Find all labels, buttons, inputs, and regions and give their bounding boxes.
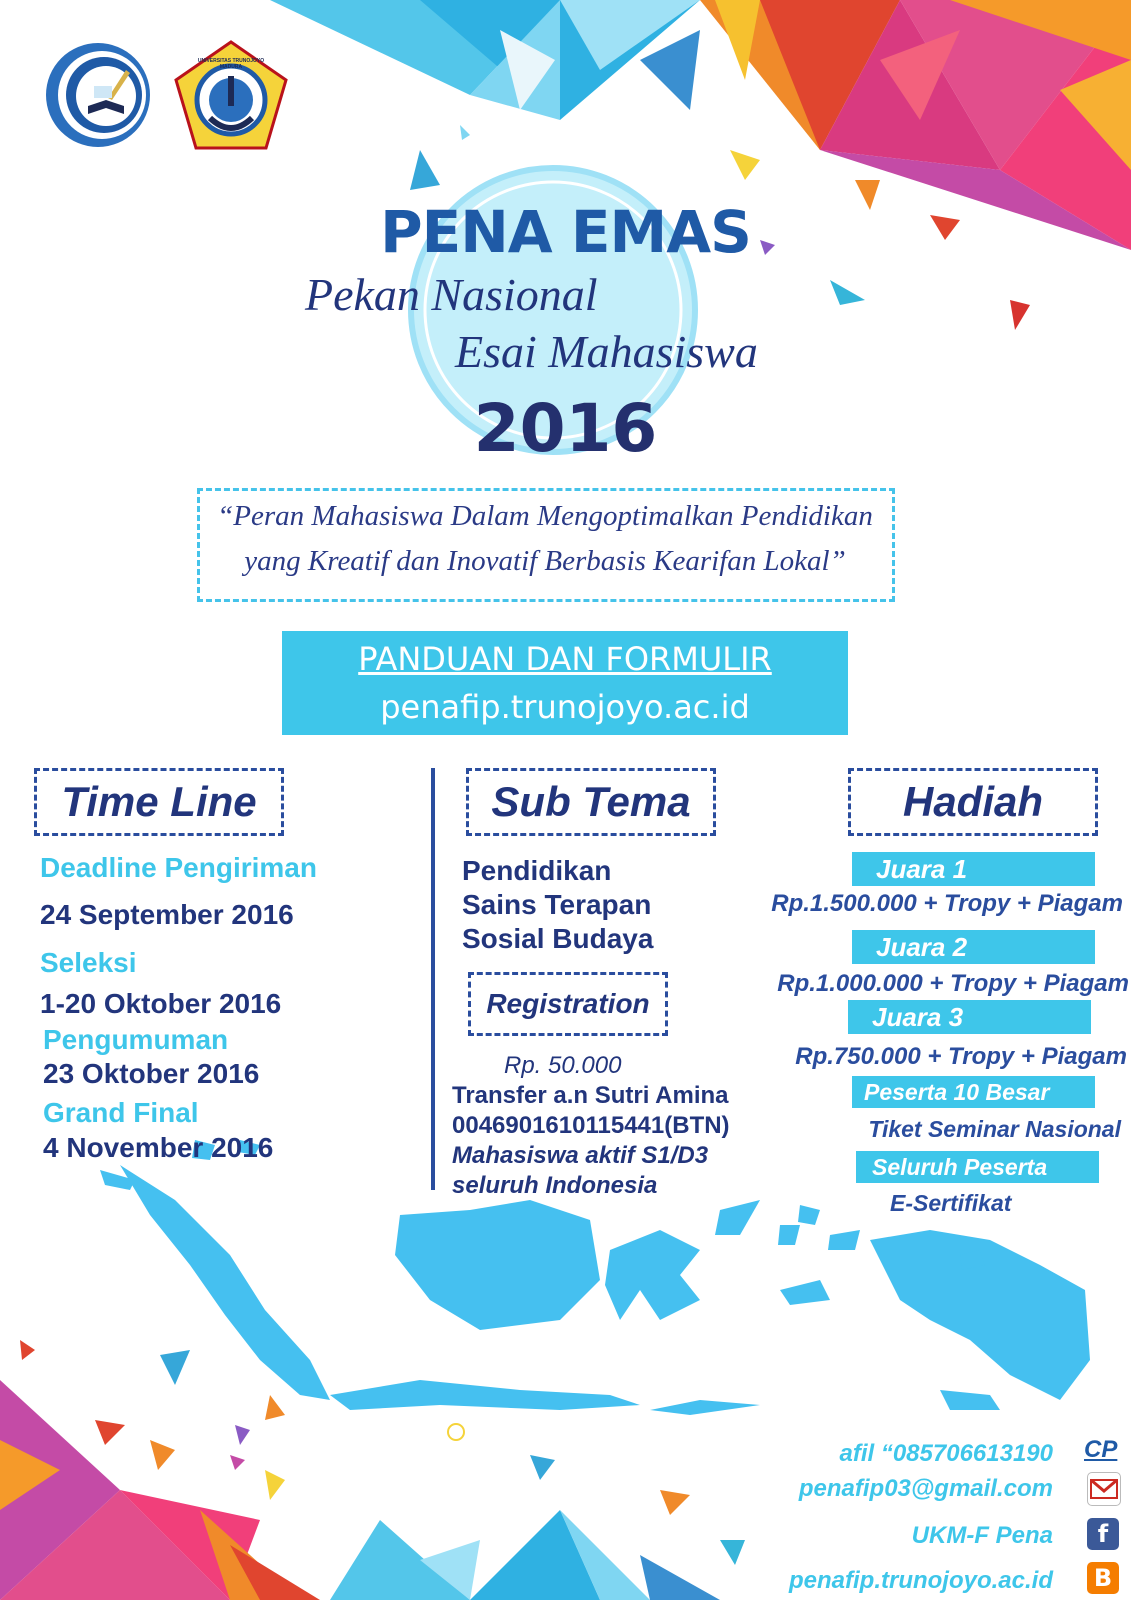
prize-label-juara-1: Juara 1 — [876, 854, 968, 884]
prize-bar-all-participants — [856, 1151, 1099, 1183]
timeline-label-selection: Seleksi — [40, 947, 137, 978]
prize-label-all-participants: Seluruh Peserta — [872, 1154, 1048, 1180]
timeline-value-selection: 1-20 Oktober 2016 — [40, 988, 282, 1019]
pena-logo — [42, 40, 158, 150]
prize-label-top-10: Peserta 10 Besar — [864, 1079, 1050, 1105]
universitas-trunojoyo-madura-seal — [170, 38, 292, 154]
registration-account: 0046901610115441(BTN) — [452, 1112, 730, 1139]
registration-eligibility-line1: Mahasiswa aktif S1/D3 — [452, 1142, 709, 1169]
prize-label-juara-3: Juara 3 — [872, 1002, 964, 1032]
prize-value-juara-3: Rp.750.000 + Tropy + Piagam — [795, 1043, 1127, 1070]
contact-facebook-link[interactable]: UKM-F Pena — [911, 1522, 1053, 1549]
subtema-heading-box — [466, 768, 716, 836]
theme-line1: “Peran Mahasiswa Dalam Mengoptimalkan Pendidikan — [217, 500, 873, 532]
timeline-heading-box — [34, 768, 284, 836]
contact-cp-label: CP — [1084, 1436, 1118, 1463]
registration-eligibility-line2: seluruh Indonesia — [452, 1172, 658, 1199]
prize-label-juara-2: Juara 2 — [876, 932, 968, 962]
timeline-value-announcement: 23 Oktober 2016 — [43, 1058, 260, 1089]
event-subtitle-line2: Esai Mahasiswa — [455, 326, 758, 377]
timeline-value-grand-final: 4 November 2016 — [43, 1132, 274, 1163]
guide-url-link[interactable]: penafip.trunojoyo.ac.id — [380, 688, 750, 726]
timeline-heading: Time Line — [61, 778, 257, 825]
subtema-item-sains-terapan: Sains Terapan — [462, 889, 652, 920]
subtema-item-pendidikan: Pendidikan — [462, 855, 612, 886]
prize-value-top-10: Tiket Seminar Nasional — [868, 1116, 1121, 1142]
prize-bar-top-10 — [852, 1076, 1095, 1108]
prize-value-all-participants: E-Sertifikat — [890, 1190, 1012, 1216]
prize-value-juara-1: Rp.1.500.000 + Tropy + Piagam — [771, 890, 1123, 917]
event-title: PENA EMAS — [380, 198, 751, 266]
timeline-label-deadline: Deadline Pengiriman — [40, 852, 317, 883]
prize-value-juara-2: Rp.1.000.000 + Tropy + Piagam — [777, 970, 1129, 997]
event-subtitle-line1: Pekan Nasional — [305, 269, 598, 320]
theme-line2: yang Kreatif dan Inovatif Berbasis Kearifan Lokal” — [244, 545, 846, 577]
contact-website-link[interactable]: penafip.trunojoyo.ac.id — [788, 1567, 1053, 1594]
registration-transfer: Transfer a.n Sutri Amina — [452, 1082, 729, 1109]
prize-bar-juara-2 — [852, 930, 1095, 964]
registration-fee: Rp. 50.000 — [504, 1052, 622, 1079]
timeline-label-announcement: Pengumuman — [43, 1024, 229, 1055]
seal-text: UNIVERSITAS TRUNOJOYO MADURA — [197, 58, 265, 70]
prizes-heading: Hadiah — [902, 778, 1044, 825]
bottom-center-polygons — [330, 1510, 720, 1600]
university-seal — [170, 38, 292, 154]
prizes-heading-box — [848, 768, 1098, 836]
contact-email-link[interactable]: penafip03@gmail.com — [798, 1475, 1053, 1502]
subtema-item-sosial-budaya: Sosial Budaya — [462, 923, 654, 954]
event-year: 2016 — [473, 390, 658, 467]
subtema-heading: Sub Tema — [491, 778, 691, 825]
column-divider — [431, 768, 435, 1190]
gmail-icon[interactable] — [1087, 1472, 1121, 1506]
registration-heading: Registration — [486, 988, 650, 1019]
guide-label: PANDUAN DAN FORMULIR — [358, 640, 772, 678]
pena-logo-icon — [42, 40, 158, 150]
prize-bar-juara-1 — [852, 852, 1095, 886]
timeline-label-grand-final: Grand Final — [43, 1097, 199, 1128]
registration-heading-box — [468, 972, 668, 1036]
blogger-icon[interactable]: B — [1087, 1562, 1119, 1594]
gmail-envelope-icon — [1088, 1473, 1120, 1505]
facebook-icon[interactable]: f — [1087, 1518, 1119, 1550]
prize-bar-juara-3 — [848, 1000, 1091, 1034]
timeline-value-deadline: 24 September 2016 — [40, 899, 294, 930]
contact-phone: afil “085706613190 — [839, 1440, 1053, 1467]
